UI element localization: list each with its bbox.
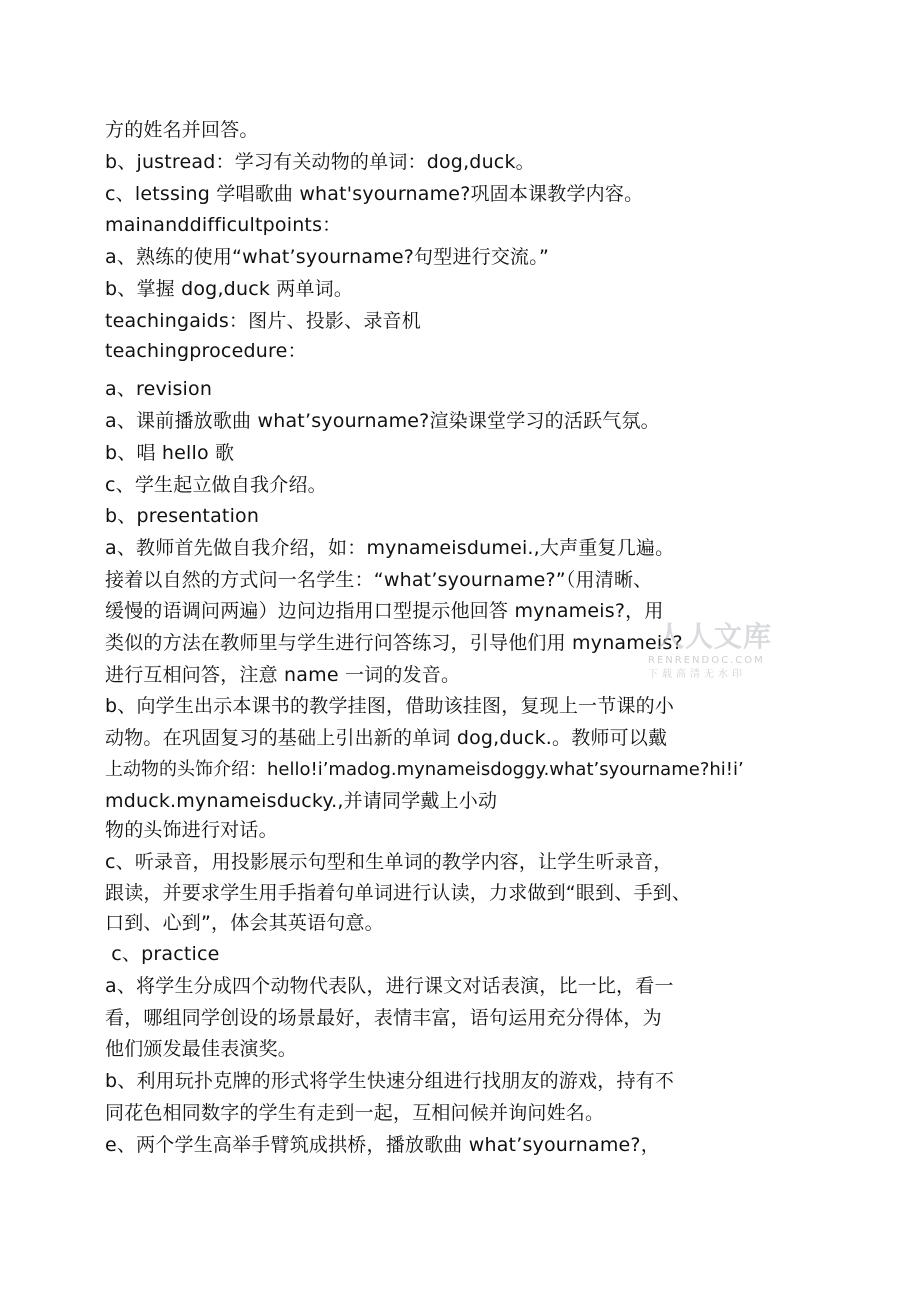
text-line: teachingprocedure： bbox=[105, 340, 307, 362]
text-line: b、presentation bbox=[105, 505, 260, 527]
text-line: c、听录音，用投影展示句型和生单词的教学内容，让学生听录音， bbox=[105, 851, 673, 873]
text-line: c、practice bbox=[105, 943, 220, 965]
text-line: 上动物的头饰介绍：hello!i’madog.mynameisdoggy.what’syourname?hi!i’ bbox=[105, 759, 744, 780]
watermark-url: RENRENDOC.COM bbox=[648, 655, 765, 666]
text-line: 缓慢的语调问两遍）边问边指用口型提示他回答 mynameis?，用 bbox=[105, 600, 664, 622]
text-line: 同花色相同数字的学生有走到一起，互相问候并询问姓名。 bbox=[105, 1102, 605, 1124]
text-line: a、课前播放歌曲 what’syourname?渲染课堂学习的活跃气氛。 bbox=[105, 410, 660, 432]
text-line: a、教师首先做自我介绍，如：mynameisdumei.,大声重复几遍。 bbox=[105, 537, 675, 559]
text-line: 动物。在巩固复习的基础上引出新的单词 dog,duck.。教师可以戴 bbox=[105, 727, 668, 749]
text-line: mduck.mynameisducky.,并请同学戴上小动 bbox=[105, 790, 498, 812]
text-line: 物的头饰进行对话。 bbox=[105, 819, 278, 841]
text-line: 接着以自然的方式问一名学生：“what’syourname?”（用清晰、 bbox=[105, 569, 653, 591]
text-line: b、向学生出示本课书的教学挂图，借助该挂图，复现上一节课的小 bbox=[105, 695, 675, 717]
text-line: c、letssing 学唱歌曲 what'syourname?巩固本课教学内容。 bbox=[105, 183, 644, 205]
text-line: 类似的方法在教师里与学生进行问答练习，引导他们用 mynameis? bbox=[105, 632, 683, 654]
text-line: teachingaids：图片、投影、录音机 bbox=[105, 310, 421, 332]
text-line: 看，哪组同学创设的场景最好，表情丰富，语句运用充分得体，为 bbox=[105, 1007, 662, 1029]
text-line: a、熟练的使用“what’syourname?句型进行交流。” bbox=[105, 246, 549, 268]
text-line: 跟读，并要求学生用手指着句单词进行认读，力求做到“眼到、手到、 bbox=[105, 882, 692, 904]
text-line: mainanddifficultpoints： bbox=[105, 214, 342, 236]
text-line: 口到、心到”，体会其英语句意。 bbox=[105, 912, 384, 934]
watermark-subtitle: 下载高清无水印 bbox=[648, 669, 746, 680]
text-line: a、将学生分成四个动物代表队，进行课文对话表演，比一比，看一 bbox=[105, 975, 674, 997]
text-line: b、掌握 dog,duck 两单词。 bbox=[105, 278, 354, 300]
text-line: b、justread：学习有关动物的单词：dog,duck。 bbox=[105, 151, 535, 173]
text-line: b、利用玩扑克牌的形式将学生快速分组进行找朋友的游戏，持有不 bbox=[105, 1070, 675, 1092]
watermark-title: 人人文库 bbox=[656, 620, 773, 653]
text-line: c、学生起立做自我介绍。 bbox=[105, 474, 327, 496]
text-line: a、revision bbox=[105, 378, 213, 400]
text-line: e、两个学生高举手臂筑成拱桥，播放歌曲 what’syourname?， bbox=[105, 1134, 660, 1156]
text-line: 他们颁发最佳表演奖。 bbox=[105, 1038, 298, 1060]
text-line: b、唱 hello 歌 bbox=[105, 442, 235, 464]
text-line: 方的姓名并回答。 bbox=[105, 119, 259, 141]
text-line: 进行互相问答，注意 name 一词的发音。 bbox=[105, 664, 461, 686]
